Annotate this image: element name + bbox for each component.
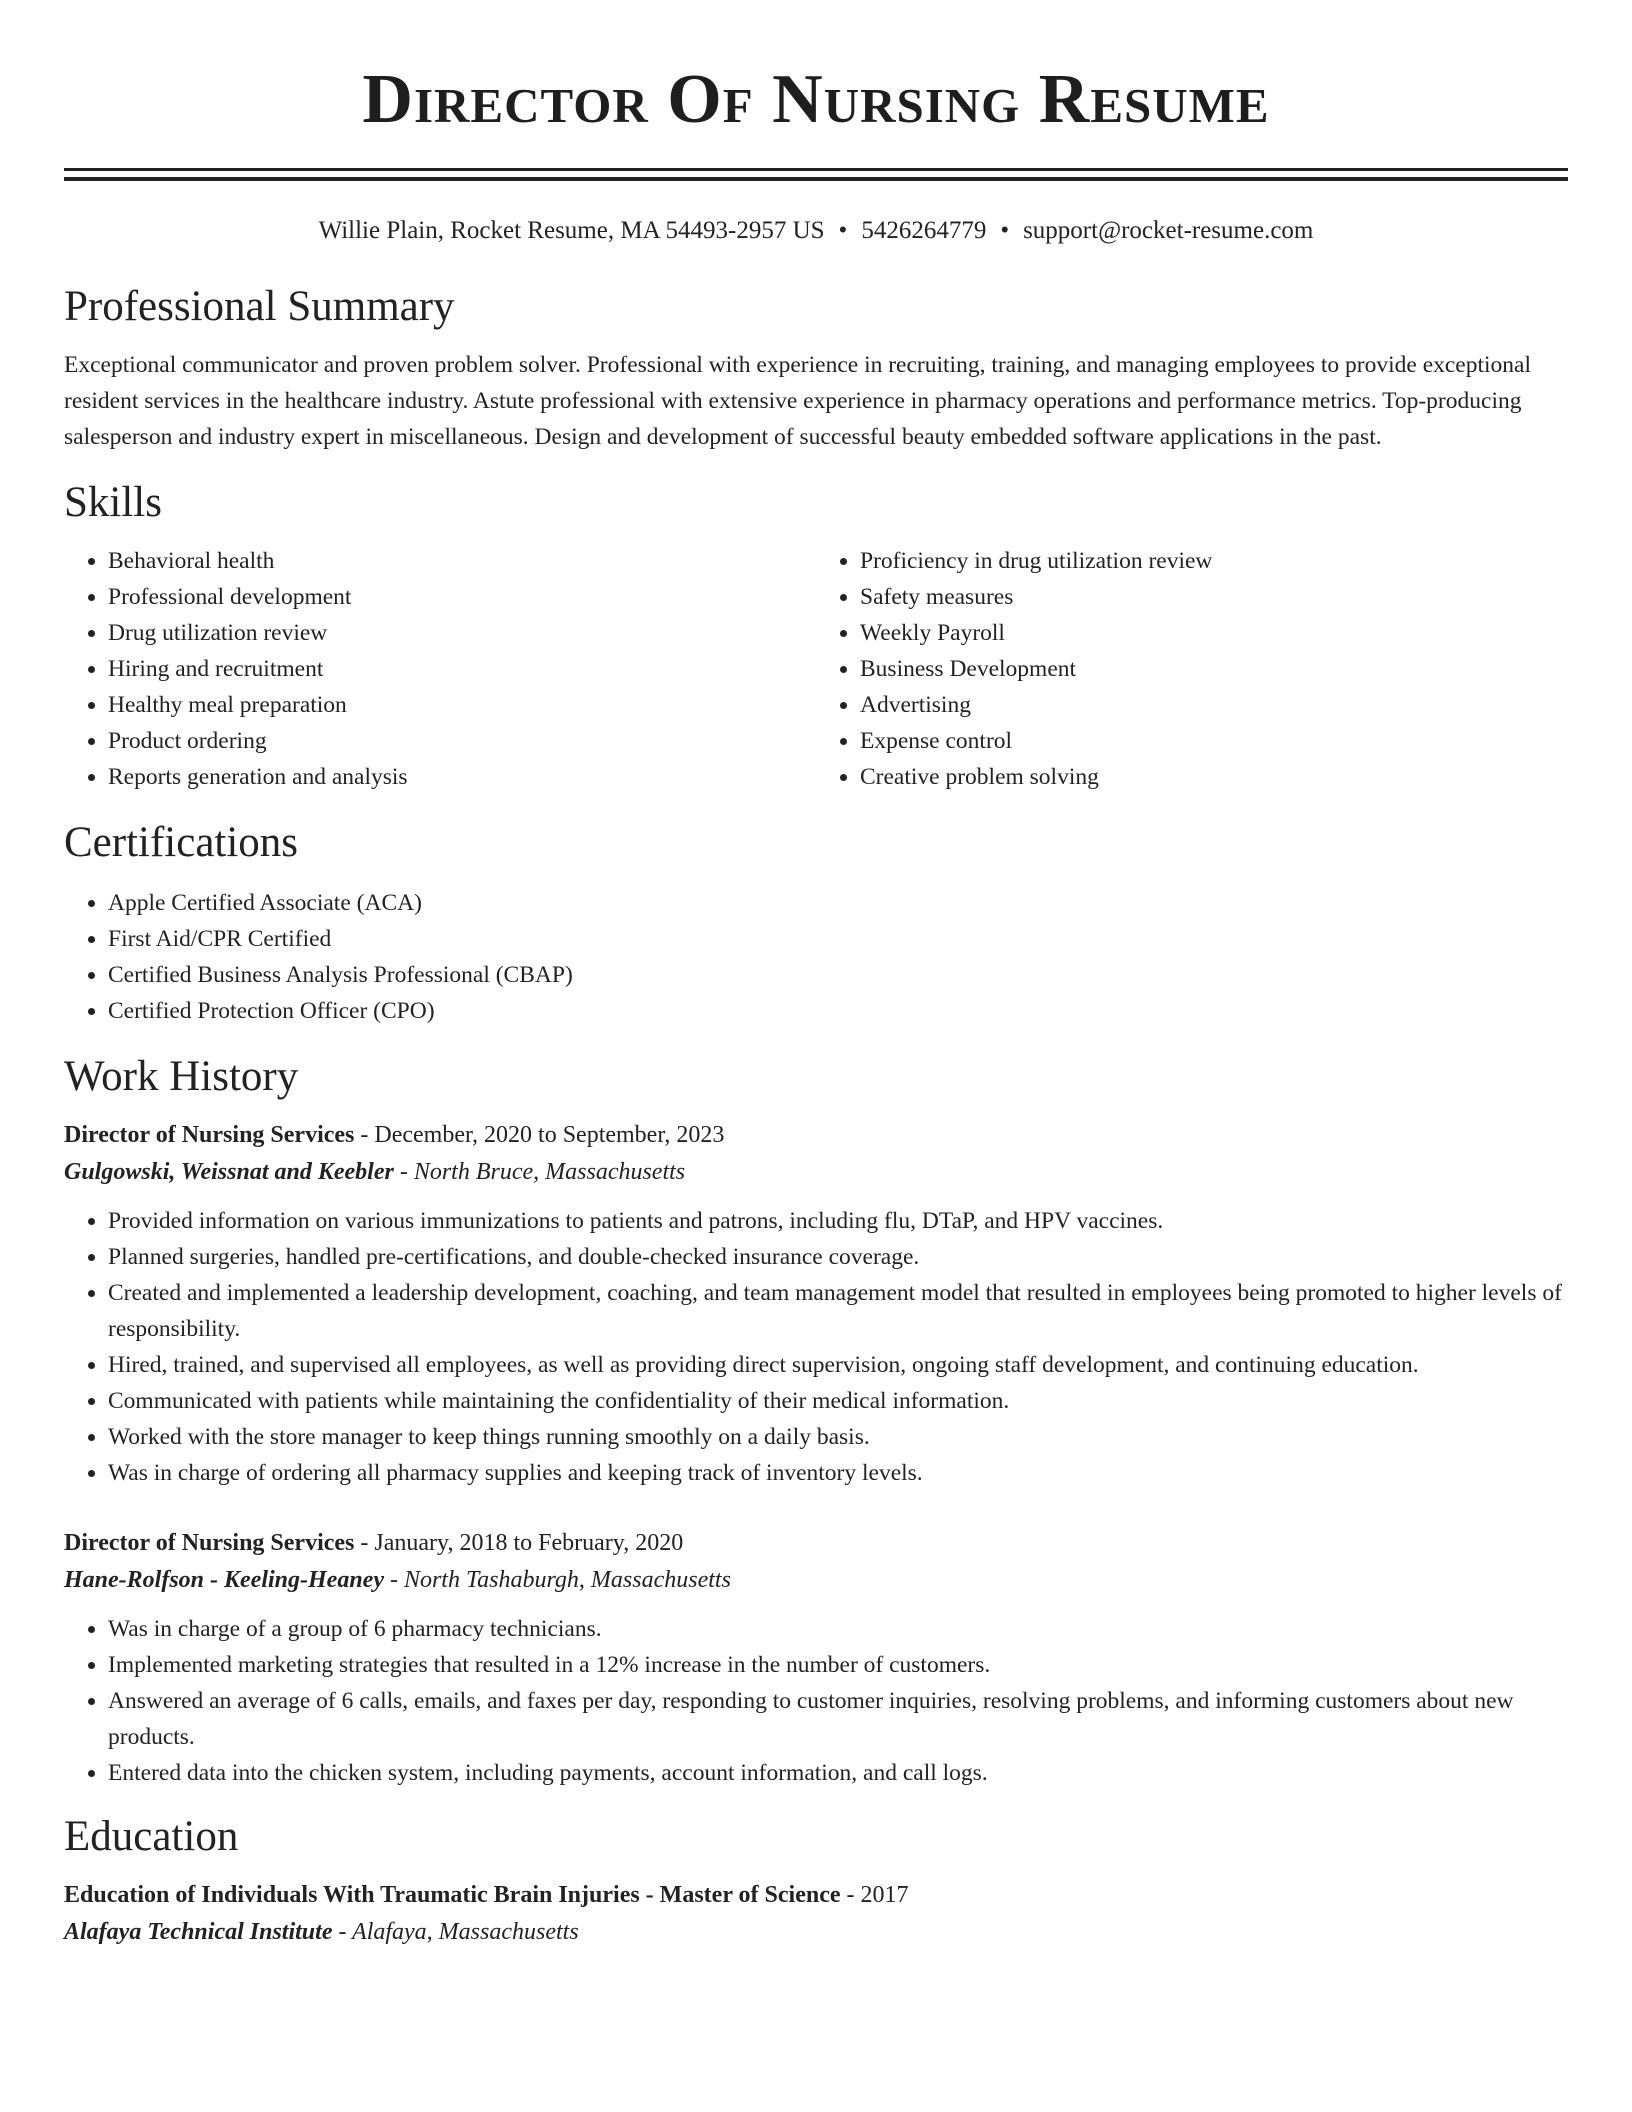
certification-item: • Apple Certified Associate (ACA) [108, 885, 1568, 921]
skill-item: • Safety measures [860, 579, 1568, 615]
company-name: Gulgowski, Weissnat and Keebler [64, 1159, 394, 1185]
contact-email: support@rocket-resume.com [1023, 217, 1314, 244]
skill-item: • Expense control [860, 723, 1568, 759]
job-bullet: • Communicated with patients while maintaining the confidentiality of their medical information. [108, 1383, 1568, 1419]
contact-address: Willie Plain, Rocket Resume, MA 54493-2957 US [318, 217, 825, 244]
title-divider-top [64, 168, 1568, 171]
school-line [64, 1913, 1568, 1951]
summary-heading: Professional Summary [64, 283, 455, 330]
contact-line [64, 215, 1568, 247]
resume-title: Director Of Nursing Resume [362, 61, 1270, 138]
school-name: Alafaya Technical Institute [64, 1919, 333, 1945]
skill-item: • Hiring and recruitment [108, 651, 816, 687]
degree-year: - 2017 [840, 1882, 909, 1908]
education-heading: Education [64, 1813, 239, 1860]
company-name: Hane-Rolfson - Keeling-Heaney [64, 1567, 384, 1593]
skill-item: • Professional development [108, 579, 816, 615]
job-bullet: • Was in charge of a group of 6 pharmacy technicians. [108, 1611, 1568, 1647]
skill-item: • Drug utilization review [108, 615, 816, 651]
company-location: - North Tashaburgh, Massachusetts [383, 1567, 731, 1593]
skills-columns [64, 543, 1568, 795]
job-bullet: • Created and implemented a leadership development, coaching, and team management model that resulted in employees being promoted to higher levels of responsibility. [108, 1275, 1568, 1347]
job-title: Director of Nursing Services [64, 1122, 355, 1148]
job-bullets [64, 1203, 1568, 1491]
contact-phone: 5426264779 [861, 217, 987, 244]
job-bullet: • Implemented marketing strategies that resulted in a 12% increase in the number of customers. [108, 1647, 1568, 1683]
company-location: - North Bruce, Massachusetts [393, 1159, 686, 1185]
skills-list-left [64, 543, 816, 795]
skill-item: • Product ordering [108, 723, 816, 759]
education-entry [64, 1877, 1568, 1951]
job-bullet: • Worked with the store manager to keep things running smoothly on a daily basis. [108, 1419, 1568, 1455]
certification-item: • Certified Business Analysis Professional (CBAP) [108, 957, 1568, 993]
job-bullet: • Answered an average of 6 calls, emails, and faxes per day, responding to customer inquiries, resolving problems, and informing customers about new products. [108, 1683, 1568, 1755]
job-title-line [64, 1117, 1568, 1153]
degree-name: Education of Individuals With Traumatic Brain Injuries - Master of Science [64, 1882, 841, 1908]
job-bullet: • Provided information on various immunizations to patients and patrons, including flu, DTaP, and HPV vaccines. [108, 1203, 1568, 1239]
company-line [64, 1561, 1568, 1599]
skills-heading: Skills [64, 479, 162, 526]
skill-item: • Proficiency in drug utilization review [860, 543, 1568, 579]
job-bullet: • Planned surgeries, handled pre-certifications, and double-checked insurance coverage. [108, 1239, 1568, 1275]
job-bullet: • Entered data into the chicken system, including payments, account information, and call logs. [108, 1755, 1568, 1791]
skill-item: • Advertising [860, 687, 1568, 723]
job-dates: - January, 2018 to February, 2020 [354, 1530, 684, 1556]
school-location: - Alafaya, Massachusetts [332, 1919, 579, 1945]
certification-item: • First Aid/CPR Certified [108, 921, 1568, 957]
skill-item: • Healthy meal preparation [108, 687, 816, 723]
skill-item: • Behavioral health [108, 543, 816, 579]
skill-item: • Weekly Payroll [860, 615, 1568, 651]
certifications-list [64, 885, 1568, 1029]
job-dates: - December, 2020 to September, 2023 [354, 1122, 725, 1148]
certifications-heading: Certifications [64, 819, 299, 866]
job-title-line [64, 1525, 1568, 1561]
skill-item: • Creative problem solving [860, 759, 1568, 795]
title-divider-bottom [64, 177, 1568, 181]
summary-text: Exceptional communicator and proven problem solver. Professional with experience in recruiting, training, and managing employees to provide exceptional resident services in the healthcare industry. Astute professional with extensive experience in pharmacy operations and performance metrics. Top-producing salesperson and industry expert in miscellaneous. Design and development of successful beauty embedded software applications in the past. [64, 352, 1532, 450]
work-history-heading: Work History [64, 1053, 299, 1100]
job-bullet: • Was in charge of ordering all pharmacy supplies and keeping track of inventory levels. [108, 1455, 1568, 1491]
degree-line [64, 1877, 1568, 1913]
job-bullet: • Hired, trained, and supervised all employees, as well as providing direct supervision, ongoing staff development, and continuing education. [108, 1347, 1568, 1383]
skill-item: • Business Development [860, 651, 1568, 687]
job-entry [64, 1525, 1568, 1791]
skills-list-right [816, 543, 1568, 795]
job-bullets [64, 1611, 1568, 1791]
company-line [64, 1153, 1568, 1191]
certification-item: • Certified Protection Officer (CPO) [108, 993, 1568, 1029]
skill-item: • Reports generation and analysis [108, 759, 816, 795]
contact-separator: • [1000, 217, 1010, 244]
job-entry [64, 1117, 1568, 1491]
job-title: Director of Nursing Services [64, 1530, 355, 1556]
contact-separator: • [838, 217, 848, 244]
